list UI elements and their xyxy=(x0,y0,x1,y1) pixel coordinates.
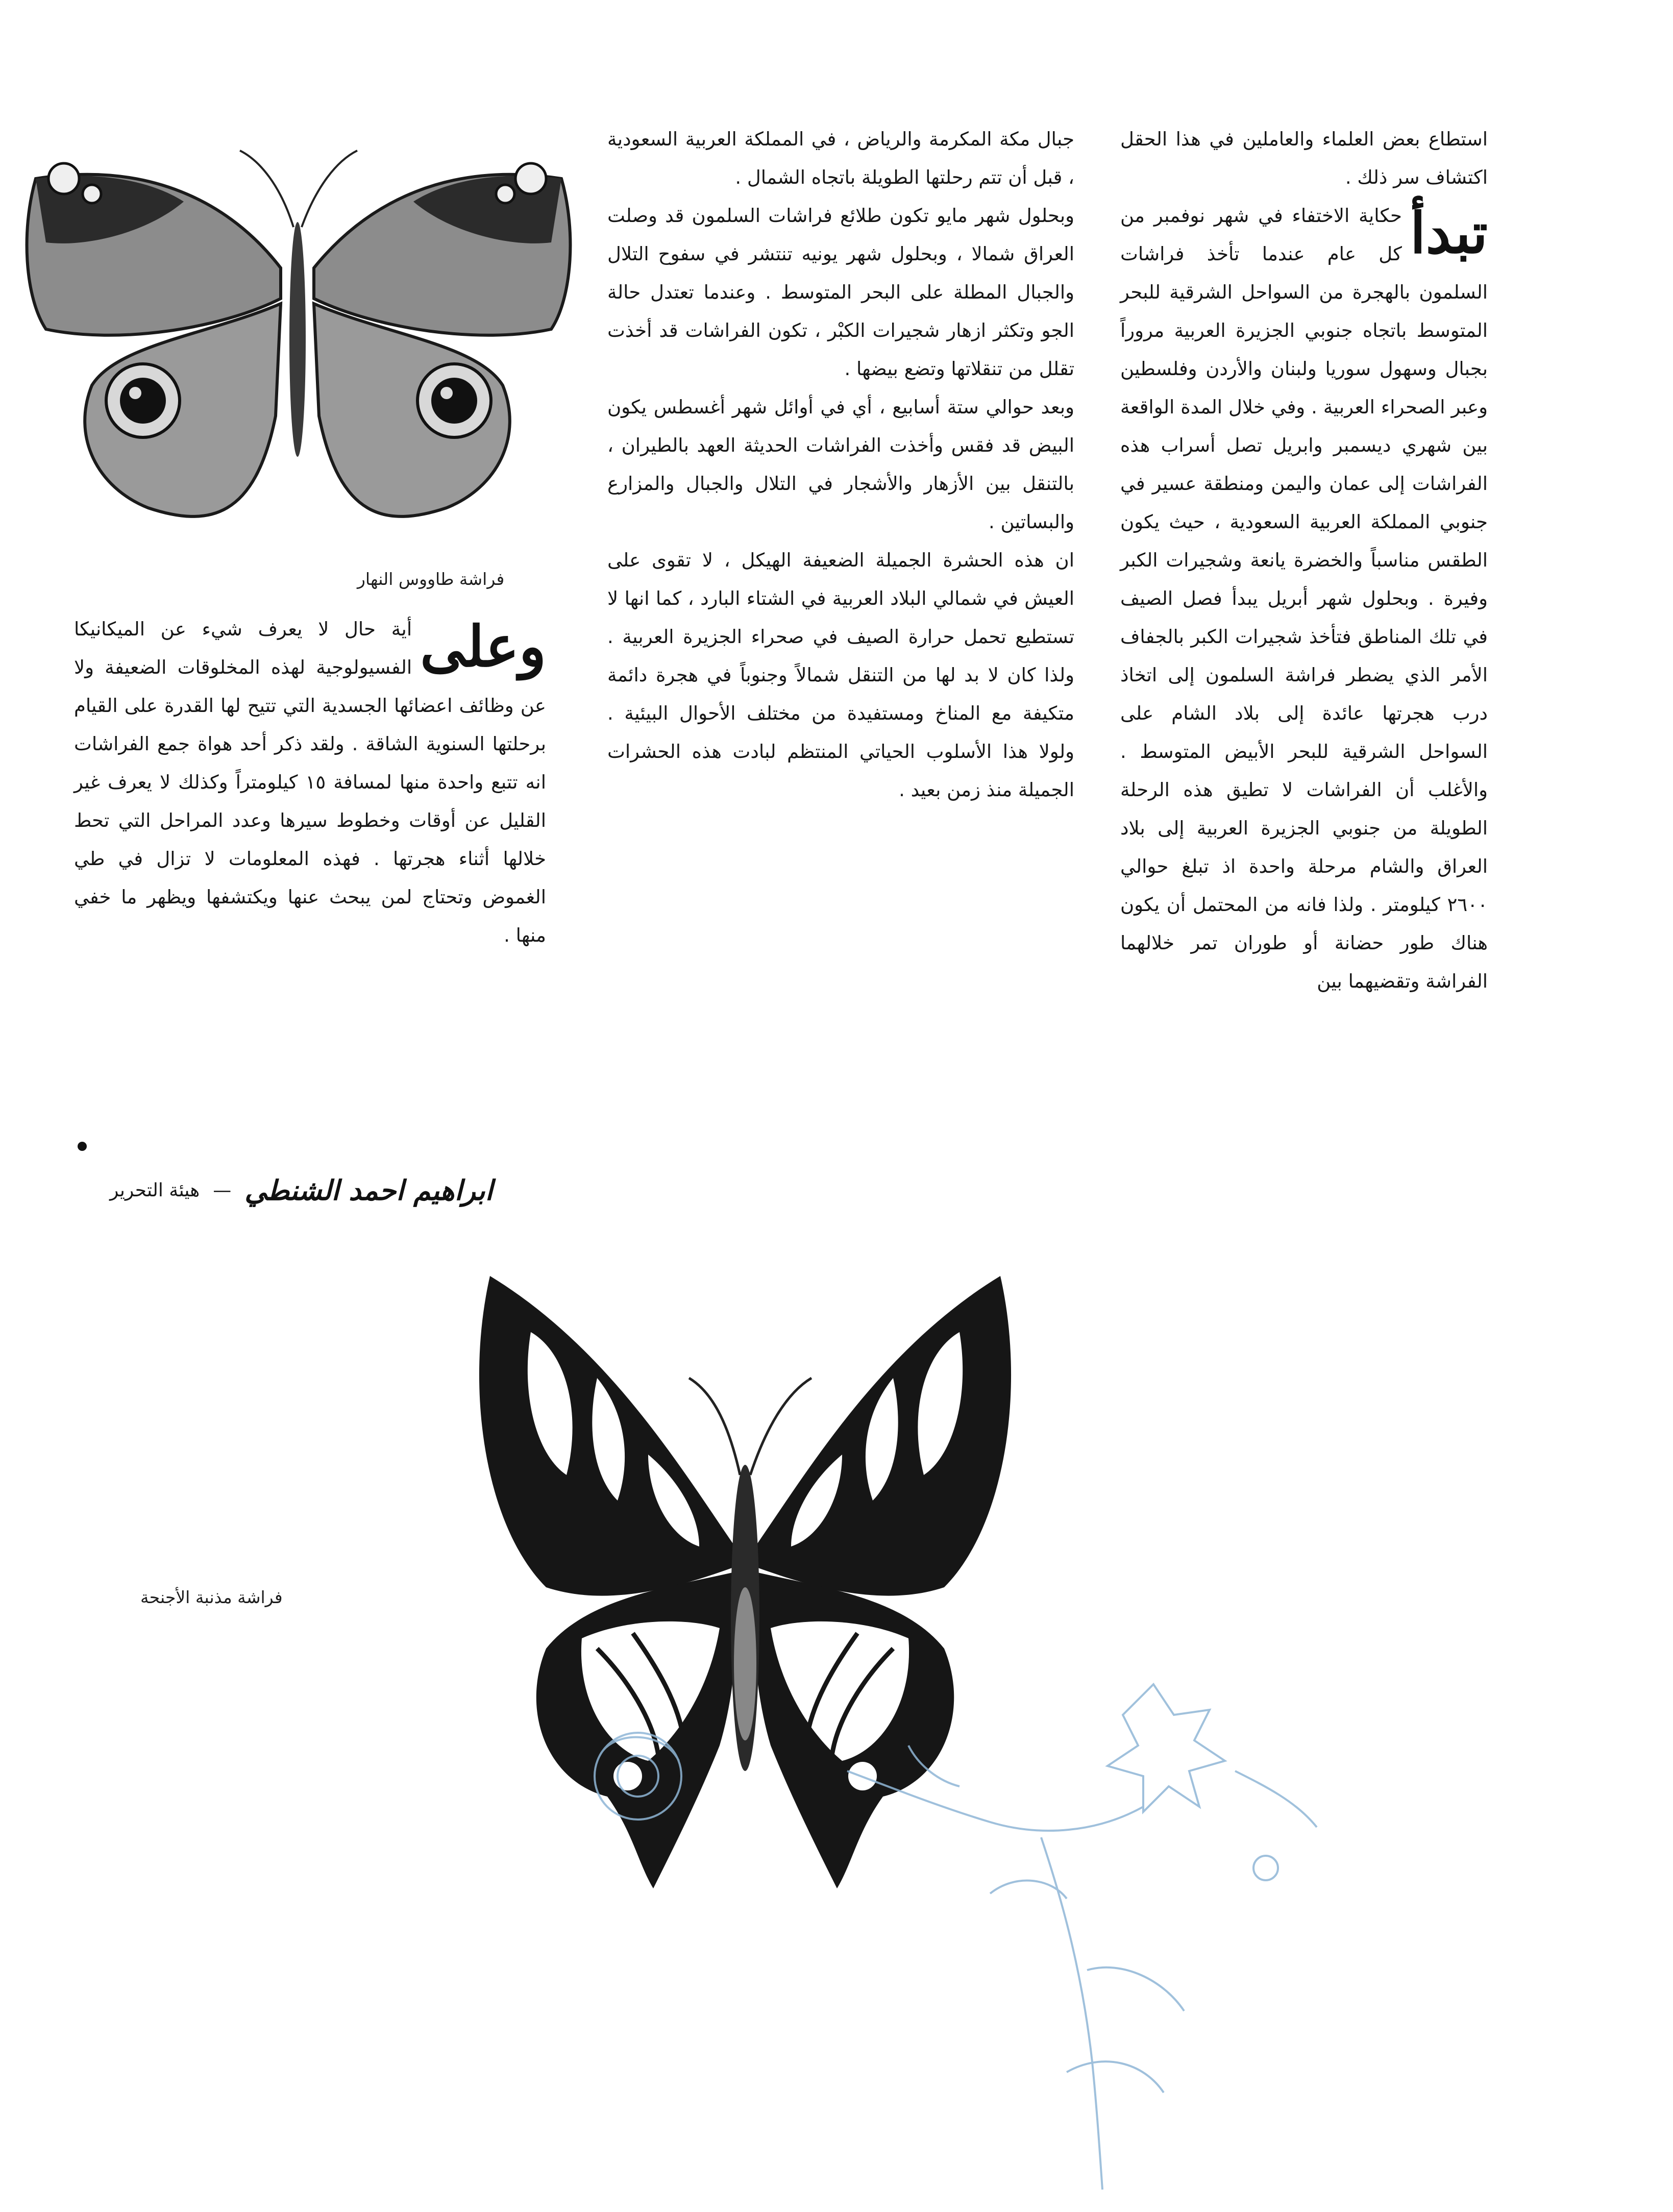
end-mark xyxy=(78,1142,87,1151)
paragraph: استطاع بعض العلماء والعاملين في هذا الحقل اكتشاف سر ذلك . xyxy=(1120,128,1488,188)
paragraph-text: أية حال لا يعرف شيء عن الميكانيكا الفسيولوجية لهذه المخلوقات الضعيفة ولا عن وظائف اعضائها الجسدية التي تتيح لها القدرة على القيام برحلتها السنوية الشاقة . ولقد ذكر أحد هواة جمع الفراشات انه تتبع واحدة منها لمسافة ١٥ كيلومتراً وكذلك لا يعرف غير القليل عن أوقات وخطوط سيرها وعدد المراحل التي تحط خلالها أثناء هجرتها . فهذه المعلومات لا تزال في طي الغموض وتحتاج لمن يبحث عنها ويكتشفها ويظهر ما خفي منها . xyxy=(74,618,546,946)
editorial-board: هيئة التحرير xyxy=(110,1179,200,1201)
peacock-butterfly-illustration xyxy=(15,130,582,554)
floral-decoration xyxy=(551,1654,1368,2195)
paragraph: ان هذه الحشرة الجميلة الضعيفة الهيكل ، لا تقوى على العيش في شمالي البلاد العربية في الشتاء البارد ، كما انها لا تستطيع تحمل حرارة الصيف في صحراء الجزيرة العربية . ولذا كان لا بد لها من التنقل شمالاً وجنوباً في هجرة دائمة متكيفة مع المناخ ومستفيدة من مختلف الأحوال البيئية . ولولا هذا الأسلوب الحياتي المنتظم لبادت هذه الحشرات الجميلة منذ زمن بعيد . xyxy=(607,549,1074,801)
paragraph xyxy=(74,610,546,954)
dropcap: تبدأ xyxy=(1410,200,1488,266)
dropcap: وعلى xyxy=(420,613,546,679)
paragraph: جبال مكة المكرمة والرياض ، في المملكة العربية السعودية ، قبل أن تتم رحلتها الطويلة باتجاه الشمال . xyxy=(607,128,1074,188)
paragraph: وبحلول شهر مايو تكون طلائع فراشات السلمون قد وصلت العراق شمالا ، وبحلول شهر يونيه تنتشر في سفوح التلال والجبال المطلة على البحر المتوسط . وعندما تعتدل حالة الجو وتكثر ازهار شجيرات الكبْر ، تكون الفراشات قد أخذت تقلل من تنقلاتها وتضع بيضها . xyxy=(607,205,1074,380)
article-column-right xyxy=(1120,120,1488,1000)
article-column-middle xyxy=(607,120,1074,809)
swallowtail-caption: فراشة مذنبة الأجنحة xyxy=(140,1587,283,1607)
body xyxy=(289,222,306,457)
author-signature: ابراهيم احمد الشنطي xyxy=(244,1174,493,1207)
peacock-caption: فراشة طاووس النهار xyxy=(357,569,505,589)
signature xyxy=(110,1174,493,1207)
paragraph xyxy=(1120,196,1488,1000)
signature-dash: — xyxy=(213,1179,232,1201)
paragraph-text: حكاية الاختفاء في شهر نوفمبر من كل عام عندما تأخذ فراشات السلمون بالهجرة من السواحل الشرقية للبحر المتوسط باتجاه جنوبي الجزيرة العربية مروراً بجبال وسهول سوريا ولبنان والأردن وفلسطين وعبر الصحراء العربية . وفي خلال المدة الواقعة بين شهري ديسمبر وابريل تصل أسراب هذه الفراشات إلى عمان واليمن ومنطقة عسير في جنوبي المملكة العربية السعودية ، حيث يكون الطقس مناسباً والخضرة يانعة وشجيرات الكبر وفيرة . وبحلول شهر أبريل يبدأ فصل الصيف في تلك المناطق فتأخذ شجيرات الكبر بالجفاف الأمر الذي يضطر فراشة السلمون إلى اتخاذ درب هجرتها عائدة إلى بلاد الشام على السواحل الشرقية للبحر الأبيض المتوسط . والأغلب أن الفراشات لا تطيق هذه الرحلة الطويلة من جنوبي الجزيرة العربية إلى بلاد العراق والشام مرحلة واحدة اذ تبلغ حوالي ٢٦٠٠ كيلومتر . ولذا فانه من المحتمل أن يكون هناك طور حضانة أو طوران تمر خلالهما الفراشة وتقضيهما بين xyxy=(1120,205,1488,992)
article-column-left xyxy=(74,610,546,954)
paragraph: وبعد حوالي ستة أسابيع ، أي في أوائل شهر أغسطس يكون البيض قد فقس وأخذت الفراشات الحديثة العهد بالطيران ، بالتنقل بين الأزهار والأشجار في التلال والجبال والمزارع والبساتين . xyxy=(607,396,1074,533)
